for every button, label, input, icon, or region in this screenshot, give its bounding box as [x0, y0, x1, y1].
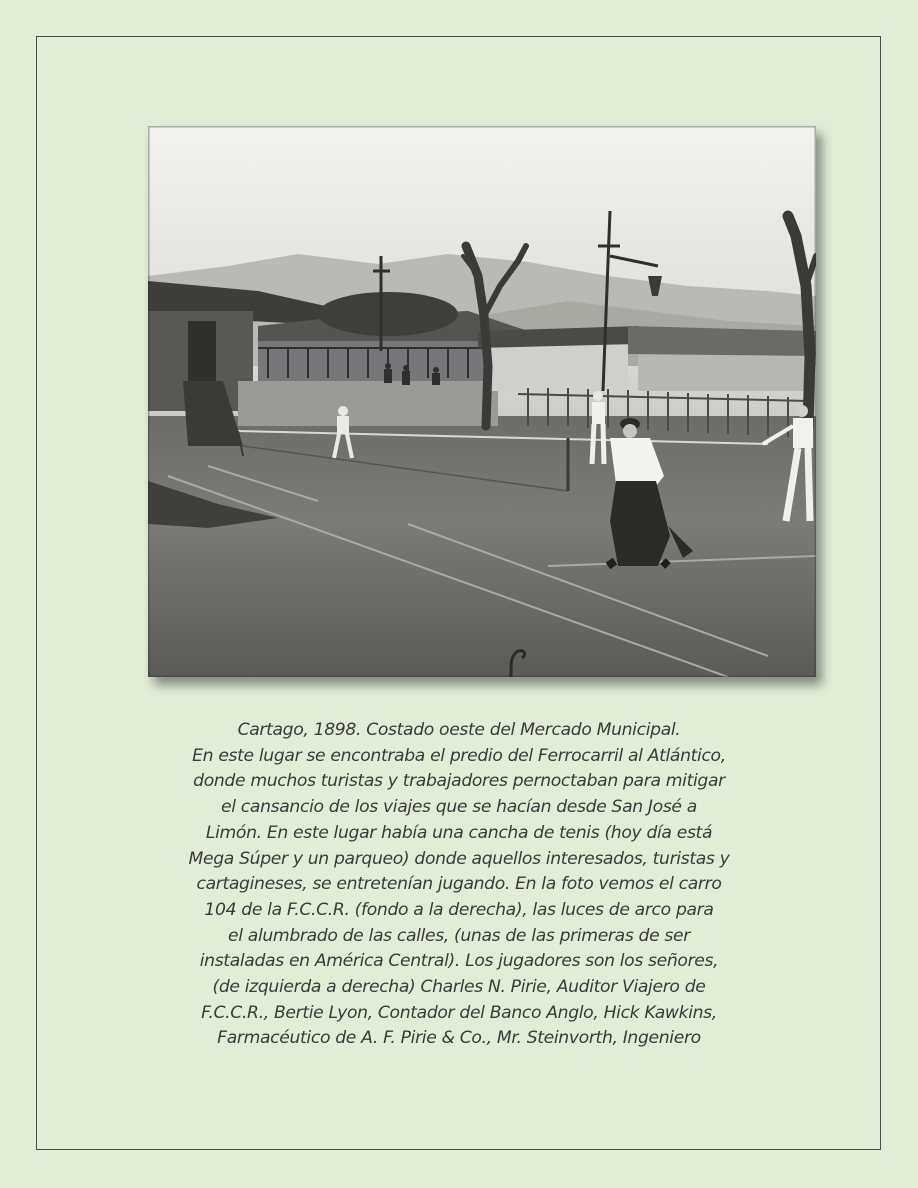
photo-illustration — [148, 126, 816, 677]
caption-line: F.C.C.R., Bertie Lyon, Contador del Banco Anglo, Hick Kawkins, — [201, 1002, 717, 1023]
caption-line: Farmacéutico de A. F. Pirie & Co., Mr. Steinvorth, Ingeniero — [217, 1028, 701, 1049]
stone-wall — [238, 381, 498, 426]
caption-line: donde muchos turistas y trabajadores pernoctaban para mitigar — [193, 771, 725, 792]
right-building — [488, 341, 628, 391]
caption-line: instaladas en América Central). Los jugadores son los señores, — [199, 951, 719, 972]
caption-line: 104 de la F.C.C.R. (fondo a la derecha), las luces de arco para — [204, 899, 714, 920]
caption-line: En este lugar se encontraba el predio del Ferrocarril al Atlántico, — [192, 745, 726, 766]
caption-line: (de izquierda a derecha) Charles N. Pirie, Auditor Viajero de — [212, 977, 706, 998]
railway-car-roof — [628, 326, 816, 356]
historical-tennis-photo — [148, 126, 816, 677]
tree-mass — [318, 292, 458, 336]
railway-car — [638, 351, 806, 391]
caption-line: cartagineses, se entretenían jugando. En la foto vemos el carro — [196, 874, 722, 895]
caption-line: Limón. En este lugar había una cancha de tenis (hoy día está — [205, 822, 713, 843]
caption-line: Mega Súper y un parqueo) donde aquellos interesados, turistas y — [188, 848, 730, 869]
photo-caption — [110, 718, 808, 1052]
caption-line: el alumbrado de las calles, (unas de las primeras de ser — [228, 925, 690, 946]
caption-line: Cartago, 1898. Costado oeste del Mercado Municipal. — [237, 720, 681, 740]
caption-line: el cansancio de los viajes que se hacían desde San José a — [221, 797, 697, 818]
